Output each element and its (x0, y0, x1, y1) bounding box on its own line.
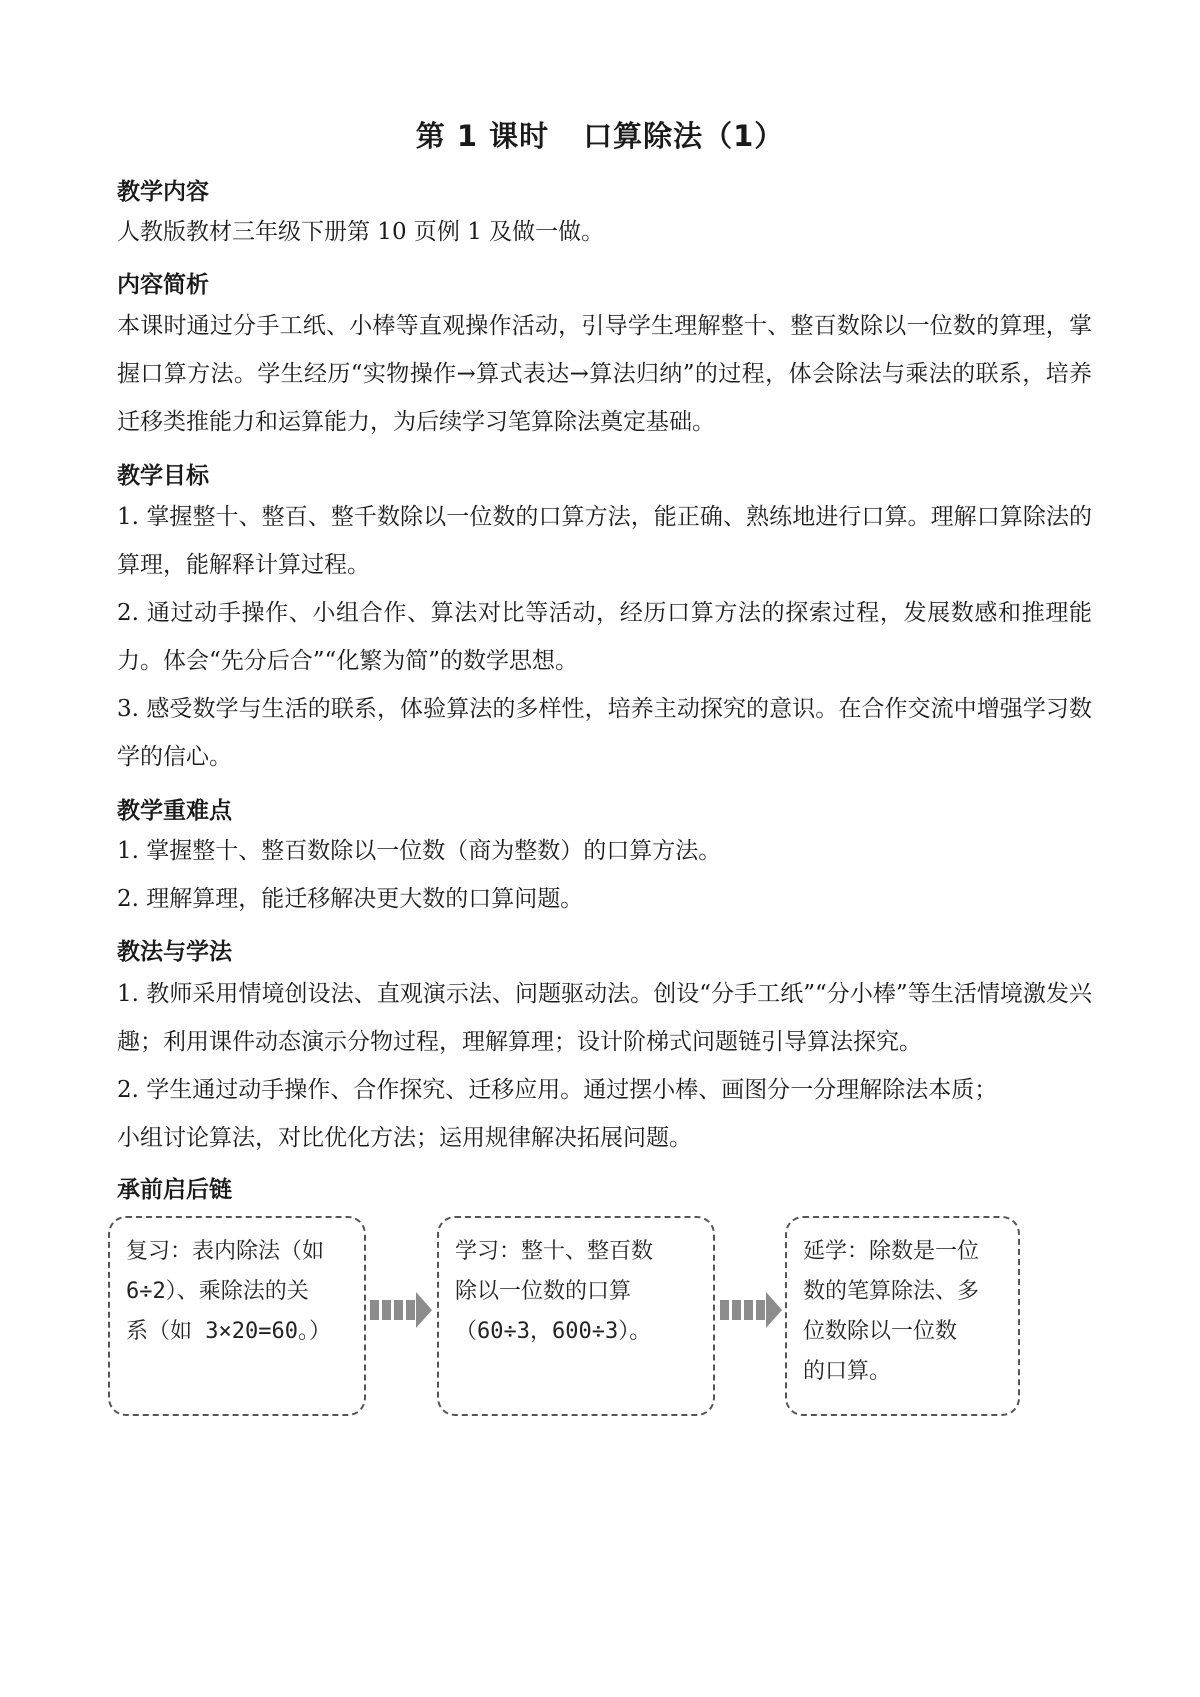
goal-item-1: 1. 掌握整十、整百、整千数除以一位数的口算方法，能正确、熟练地进行口算。理解口算除法的算理，能解释计算过程。 (117, 504, 1092, 578)
teaching-content-text (117, 208, 1092, 256)
chain-arrow-1-icon (370, 1292, 432, 1328)
goal-item-2: 2. 通过动手操作、小组合作、算法对比等活动，经历口算方法的探索过程，发展数感和推理能力。体会“先分后合”“化繁为简”的数学思想。 (117, 600, 1092, 674)
method-item-1: 1. 教师采用情境创设法、直观演示法、问题驱动法。创设“分手工纸”“分小棒”等生活情境激发兴趣；利用课件动态演示分物过程，理解算理；设计阶梯式问题链引导算法探究。 (117, 981, 1092, 1055)
title-lesson-number: 第 1 课时 (415, 119, 550, 153)
teaching-content-line: 人教版教材三年级下册第 10 页例 1 及做一做。 (117, 219, 605, 245)
key-point-item-1: 1. 掌握整十、整百数除以一位数（商为整数）的口算方法。 (117, 838, 722, 864)
chain-box-extend-line: 延学：除数是一位 (803, 1239, 980, 1264)
heading-teaching-goals: 教学目标 (117, 463, 209, 489)
chain-box-extend-line: 数的笔算除法、多 (803, 1279, 980, 1304)
heading-key-points: 教学重难点 (117, 798, 232, 824)
method-item-3: 小组讨论算法，对比优化方法；运用规律解决拓展问题。 (117, 1125, 692, 1151)
chain-box-learn (437, 1216, 715, 1416)
heading-content-analysis: 内容简析 (117, 272, 209, 298)
chain-box-review (108, 1216, 366, 1416)
methods-list (117, 970, 1092, 1162)
content-analysis-text (117, 302, 1092, 446)
chain-box-review-line: 系（如 3×20=60。） (126, 1319, 331, 1344)
heading-teaching-content: 教学内容 (117, 179, 209, 205)
chain-box-extend (785, 1216, 1020, 1416)
chain-box-extend-line: 位数除以一位数 (803, 1319, 958, 1344)
chain-box-learn-line: （60÷3，600÷3）。 (455, 1319, 652, 1344)
title-topic: 口算除法（1） (583, 119, 785, 153)
chain-box-review-line: 6÷2）、乘除法的关 (126, 1279, 309, 1304)
chain-arrow-2-icon (720, 1292, 782, 1328)
chain-box-learn-line: 学习：整十、整百数 (455, 1239, 654, 1264)
content-analysis-paragraph: 本课时通过分手工纸、小棒等直观操作活动，引导学生理解整十、整百数除以一位数的算理，掌握口算方法。学生经历“实物操作→算式表达→算法归纳”的过程，体会除法与乘法的联系，培养迁移类推能力和运算能力，为后续学习笔算除法奠定基础。 (117, 313, 1092, 435)
key-point-item-2: 2. 理解算理，能迁移解决更大数的口算问题。 (117, 886, 584, 912)
chain-box-extend-line: 的口算。 (803, 1359, 892, 1384)
page-title (0, 114, 1200, 155)
heading-methods: 教法与学法 (117, 939, 232, 965)
goal-item-3: 3. 感受数学与生活的联系，体验算法的多样性，培养主动探究的意识。在合作交流中增强学习数学的信心。 (117, 696, 1092, 770)
chain-box-learn-line: 除以一位数的口算 (455, 1279, 632, 1304)
chain-box-review-line: 复习：表内除法（如 (126, 1239, 325, 1264)
heading-lesson-chain: 承前启后链 (117, 1177, 232, 1203)
key-points-list (117, 827, 1092, 923)
method-item-2: 2. 学生通过动手操作、合作探究、迁移应用。通过摆小棒、画图分一分理解除法本质； (117, 1077, 998, 1103)
teaching-goals-list (117, 493, 1092, 781)
